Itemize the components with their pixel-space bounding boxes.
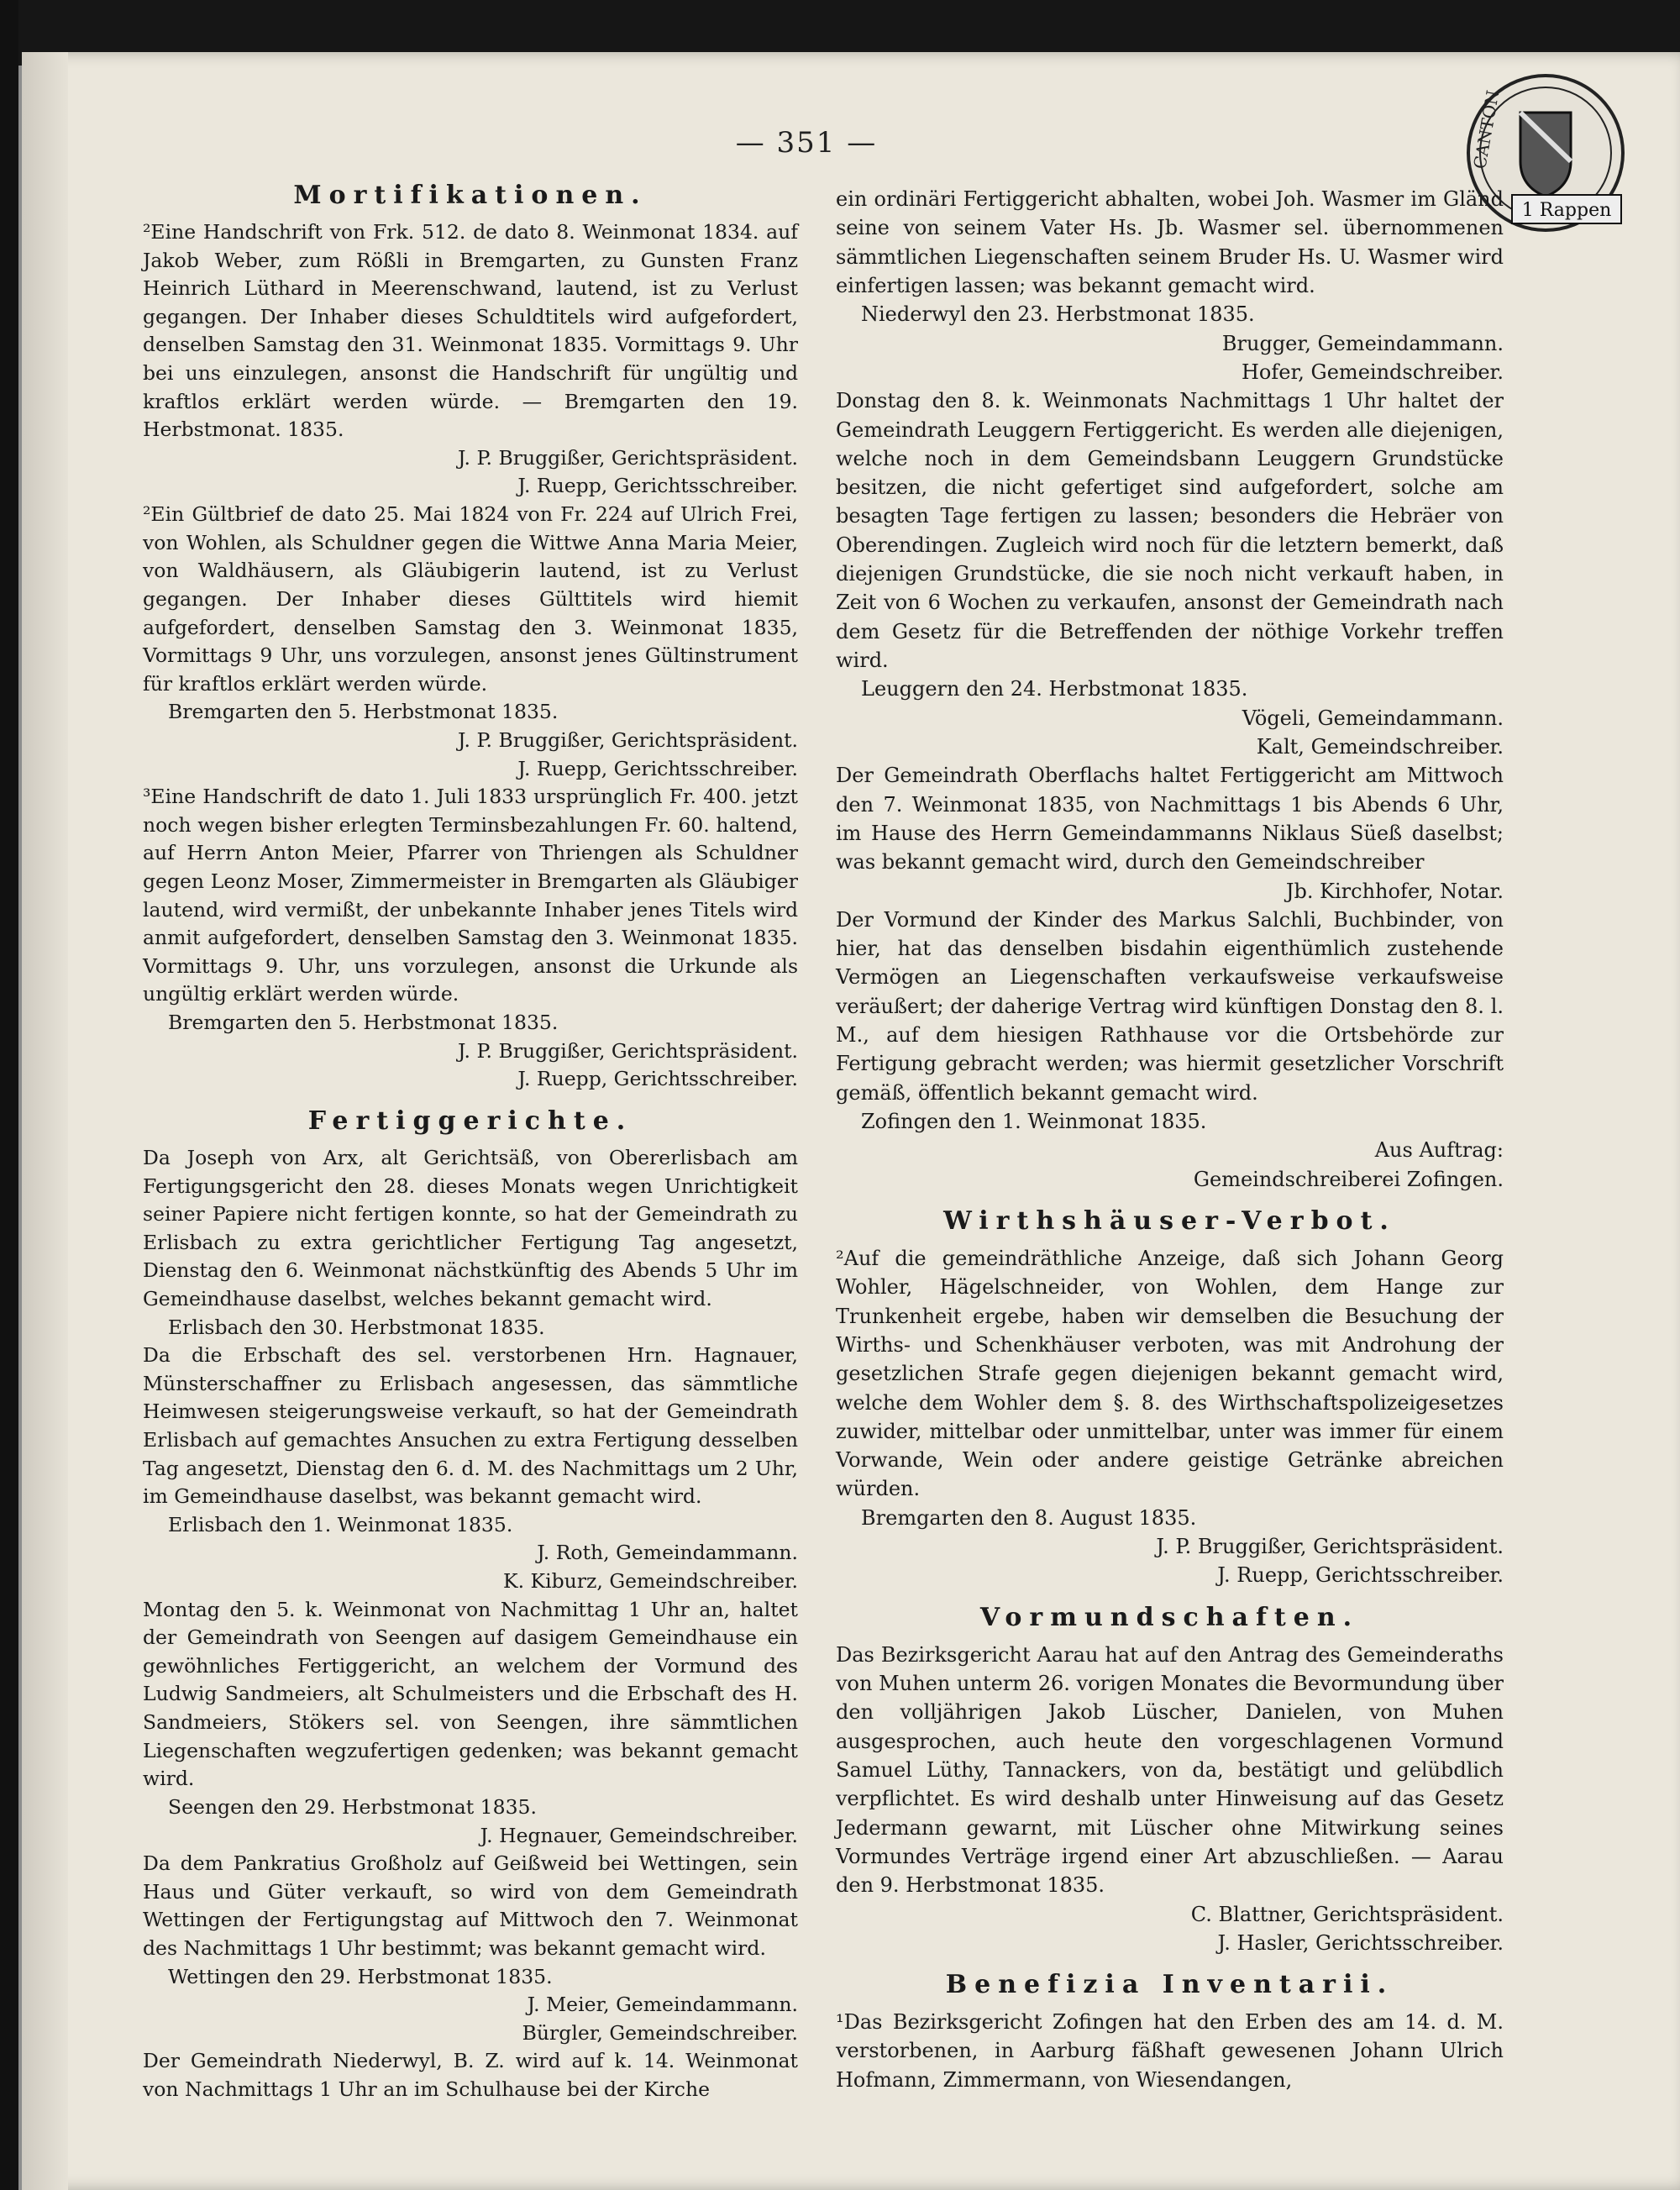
notice-text: Der Vormund der Kinder des Markus Salchli, Buchbinder, von hier, hat das denselben bisdahin eigenthümlich zustehende Vermögen an Liegenschaften verkaufsweise verkaufsweise veräußert; der daherige Vertrag wird künftigen Donstag den 8. l. M., auf dem hiesigen Rathhause vor die Ortsbehörde zur Fertigung gebracht werden; was hiermit gesetzlicher Vorschrift gemäß, öffentlich bekannt gemacht wird. <box>836 907 1504 1105</box>
place-date: Erlisbach den 30. Herbstmonat 1835. <box>168 1315 545 1339</box>
notice <box>836 761 1504 906</box>
notice-text: Montag den 5. k. Weinmonat von Nachmittag 1 Uhr an, haltet der Gemeindrath von Seengen auf dasigem Gemeindhause ein gewöhnliches Fertiggericht, an welchem der Vormund des Ludwig Sandmeiers, alt Schulmeisters und die Erbschaft des H. Sandmeiers, Stökers sel. von Seengen, ihre sämmtlichen Liegenschaften wegzufertigen gedenken; was bekannt gemacht wird. <box>143 1597 798 1791</box>
notice <box>836 386 1504 761</box>
signature: J. Ruepp, Gerichtsschreiber. <box>517 756 798 780</box>
notice <box>143 501 798 783</box>
signature: J. Hegnauer, Gemeindschreiber. <box>480 1823 798 1847</box>
signature: J. P. Bruggißer, Gerichtspräsident. <box>457 1038 798 1063</box>
place-date: Leuggern den 24. Herbstmonat 1835. <box>861 677 1248 701</box>
signature: J. P. Bruggißer, Gerichtspräsident. <box>1156 1535 1504 1559</box>
signature: J. P. Bruggißer, Gerichtspräsident. <box>457 445 798 470</box>
notice <box>143 1342 798 1595</box>
heading-mortifikationen: Mortifikationen. <box>293 181 648 210</box>
viewer-left-edge <box>0 0 18 2190</box>
notice-text: Da Joseph von Arx, alt Gerichtsäß, von Obererlisbach am Fertigungsgericht den 28. dieses Monats wegen Unrichtigkeit seiner Papiere nicht fertigen konnte, so hat der Gemeindrath zu Erlisbach zu extra gerichtlicher Fertigung Tag angesetzt, Dienstag den 6. Weinmonat nächstkünftig des Abends 5 Uhr im Gemeindhause daselbst, welches bekannt gemacht wird. <box>143 1145 798 1310</box>
place-date: Seengen den 29. Herbstmonat 1835. <box>168 1794 537 1819</box>
signature: J. Ruepp, Gerichtsschreiber. <box>517 474 798 498</box>
place-date: Erlisbach den 1. Weinmonat 1835. <box>168 1512 513 1536</box>
signature: K. Kiburz, Gemeindschreiber. <box>503 1569 798 1594</box>
heading-fertiggerichte: Fertiggerichte. <box>307 1106 633 1136</box>
signature: Jb. Kirchhofer, Notar. <box>1285 879 1504 903</box>
signature: J. Ruepp, Gerichtsschreiber. <box>1217 1563 1504 1588</box>
notice-text: Da die Erbschaft des sel. verstorbenen Hrn. Hagnauer, Münsterschaffner zu Erlisbach angesessen, das sämmtliche Heimwesen steigerungsweise verkauft, so hat der Gemeindrath Erlisbach auf gemachtes Ansuchen zu extra Fertigung desselben Tag angesetzt, Dienstag den 6. d. M. des Nachmittags um 2 Uhr, im Gemeindhause daselbst, was bekannt gemacht wird. <box>143 1343 798 1509</box>
signature: J. Hasler, Gerichtsschreiber. <box>1217 1930 1504 1955</box>
signature: C. Blattner, Gerichtspräsident. <box>1190 1902 1504 1926</box>
page-spine-shadow <box>22 52 68 2190</box>
notice <box>836 2008 1504 2094</box>
heading-benefizia: Benefizia Inventarii. <box>945 1970 1394 2000</box>
notice-text: Das Bezirksgericht Aarau hat auf den Antrag des Gemeinderaths von Muhen unterm 26. vorigen Monates die Bevormundung über den volljährigen Jakob Lüscher, Danielen, von Muhen ausgesprochen, auch heute den vorgeschlagenen Vormund Samuel Lüthy, Tannackers, von da, bestätigt und gelübdlich verpflichtet. Es wird deshalb unter Hinweisung auf das Gesetz Jedermann gewarnt, mit Lüscher ohne Mitwirkung seines Vormundes Verträge irgend einer Art abzuschließen. — Aarau den 9. Herbstmonat 1835. <box>836 1642 1504 1898</box>
signature: J. Ruepp, Gerichtsschreiber. <box>517 1067 798 1091</box>
signature: Hofer, Gemeindschreiber. <box>1242 360 1504 384</box>
notice <box>143 1144 798 1342</box>
signature: Brugger, Gemeindammann. <box>1221 331 1504 355</box>
signature: Kalt, Gemeindschreiber. <box>1256 734 1504 759</box>
signature: J. Roth, Gemeindammann. <box>537 1541 798 1565</box>
notice-text: ²Auf die gemeindräthliche Anzeige, daß sich Johann Georg Wohler, Hägelschneider, von Wohlen, dem Hange zur Trunkenheit ergebe, haben wir demselben die Besuchung der Wirths- und Schenkhäuser verboten, was mit Androhung der gesetzlichen Strafe gegen diejenigen bekannt gemacht wird, welche dem Wohler dem §. 8. des Wirthschaftspolizeigesetzes zuwider, mittelbar oder unmittelbar, unter was immer für einem Vorwande, Wein oder andere geistige Getränke abreichen würden. <box>836 1246 1504 1501</box>
notice-text: Donstag den 8. k. Weinmonats Nachmittags 1 Uhr haltet der Gemeindrath Leuggern Fertiggericht. Es werden alle diejenigen, welche noch in dem Gemeindsbann Leuggern Grundstücke besitzen, die nicht gefertiget sind aufgefordert, solche am besagten Tage fertigen zu lassen; besonders die Hebräer von Oberendingen. Zugleich wird noch für die letztern bemerkt, daß diejenigen Grundstücke, die sie noch nicht verkauft haben, in Zeit von 6 Wochen zu verkaufen, ansonst der Gemeindrath nach dem Gesetz für die Betreffenden der nöthige Vorkehr treffen wird. <box>836 389 1504 672</box>
notice-text: ein ordinäri Fertiggericht abhalten, wobei Joh. Wasmer im Gländ seine von seinem Vater Hs. Jb. Wasmer sel. übernommenen sämmtlichen Liegenschaften seinem Bruder Hs. U. Wasmer wird einfertigen lassen; was bekannt gemacht wird. <box>836 187 1504 297</box>
signature: Gemeindschreiberei Zofingen. <box>1193 1167 1504 1191</box>
signature: Aus Auftrag: <box>1374 1138 1504 1163</box>
notice <box>143 783 798 1094</box>
notice-text: Da dem Pankratius Großholz auf Geißweid bei Wettingen, sein Haus und Güter verkauft, so wird von dem Gemeindrath Wettingen der Fertigungstag auf Mittwoch den 7. Weinmonat des Nachmittags 1 Uhr bestimmt; was bekannt gemacht wird. <box>143 1851 798 1960</box>
heading-vormundschaften: Vormundschaften. <box>979 1602 1360 1632</box>
place-date: Bremgarten den 5. Herbstmonat 1835. <box>168 700 559 724</box>
notice <box>143 1596 798 1850</box>
notice <box>836 906 1504 1194</box>
notice <box>836 1641 1504 1957</box>
notice-text: ²Ein Gültbrief de dato 25. Mai 1824 von Fr. 224 auf Ulrich Frei, von Wohlen, als Schuldner gegen die Wittwe Anna Maria Meier, von Waldhäusern, als Gläubigerin lautend, ist zu Verlust gegangen. Der Inhaber dieses Gülttitels wird hiemit aufgefordert, denselben Samstag den 3. Weinmonat 1835, Vormittags 9 Uhr, uns vorzulegen, ansonst jenes Gültinstrument für kraftlos erklärt werden würde. <box>143 502 798 696</box>
stamp-label: 1 Rappen <box>1521 200 1612 221</box>
notice-text: Der Gemeindrath Oberflachs haltet Fertiggericht am Mittwoch den 7. Weinmonat 1835, von Nachmittags 1 bis Abends 6 Uhr, im Hause des Herrn Gemeindammanns Niklaus Süeß daselbst; was bekannt gemacht wird, durch den Gemeindschreiber <box>836 764 1504 874</box>
page-number: — 351 — <box>735 126 878 160</box>
signature: Vögeli, Gemeindammann. <box>1242 706 1504 730</box>
stamp-side-text: CANTON <box>1469 88 1504 171</box>
right-column <box>836 185 1504 2094</box>
notice <box>143 2047 798 2103</box>
heading-wirthshaus: Wirthshäuser-Verbot. <box>943 1205 1396 1236</box>
signature: J. Meier, Gemeindammann. <box>527 1993 798 2017</box>
notice-text: ³Eine Handschrift de dato 1. Juli 1833 ursprünglich Fr. 400. jetzt noch wegen bisher erlegten Terminsbezahlungen Fr. 60. haltend, auf Herrn Anton Meier, Pfarrer von Thriengen als Schuldner gegen Leonz Moser, Zimmermeister in Bremgarten als Gläubiger lautend, wird vermißt, der unbekannte Inhaber jenes Titels wird anmit aufgefordert, denselben Samstag den 3. Weinmonat 1835. Vormittags 9. Uhr, uns vorzulegen, ansonst die Urkunde als ungültig erklärt werden würde. <box>143 785 798 1006</box>
notice <box>836 185 1504 386</box>
left-column <box>143 168 798 2104</box>
signature: Bürgler, Gemeindschreiber. <box>522 2020 798 2045</box>
notice-text: ¹Das Bezirksgericht Zofingen hat den Erben des am 14. d. M. verstorbenen, in Aarburg fäßhaft gewesenen Johann Ulrich Hofmann, Zimmermann, von Wiesendangen, <box>836 2010 1504 2092</box>
notice-text: Der Gemeindrath Niederwyl, B. Z. wird auf k. 14. Weinmonat von Nachmittags 1 Uhr an im Schulhause bei der Kirche <box>143 2049 798 2101</box>
signature: J. P. Bruggißer, Gerichtspräsident. <box>457 727 798 752</box>
notice-text: ²Eine Handschrift von Frk. 512. de dato 8. Weinmonat 1834. auf Jakob Weber, zum Rößli in Bremgarten, zu Gunsten Franz Heinrich Lüthard in Meerenschwand, lautend, ist zu Verlust gegangen. Der Inhaber dieses Schuldtitels wird aufgefordert, denselben Samstag den 31. Weinmonat 1835. Vormittags 9. Uhr bei uns einzulegen, ansonst die Handschrift für ungültig und kraftlos erklärt werden würde. — Bremgarten den 19. Herbstmonat. 1835. <box>143 220 798 442</box>
place-date: Zofingen den 1. Weinmonat 1835. <box>861 1110 1207 1133</box>
place-date: Bremgarten den 8. August 1835. <box>861 1505 1197 1530</box>
notice <box>836 1244 1504 1590</box>
place-date: Bremgarten den 5. Herbstmonat 1835. <box>168 1011 559 1035</box>
place-date: Wettingen den 29. Herbstmonat 1835. <box>168 1964 553 1988</box>
place-date: Niederwyl den 23. Herbstmonat 1835. <box>861 302 1255 327</box>
notice <box>143 218 798 501</box>
notice <box>143 1850 798 2047</box>
